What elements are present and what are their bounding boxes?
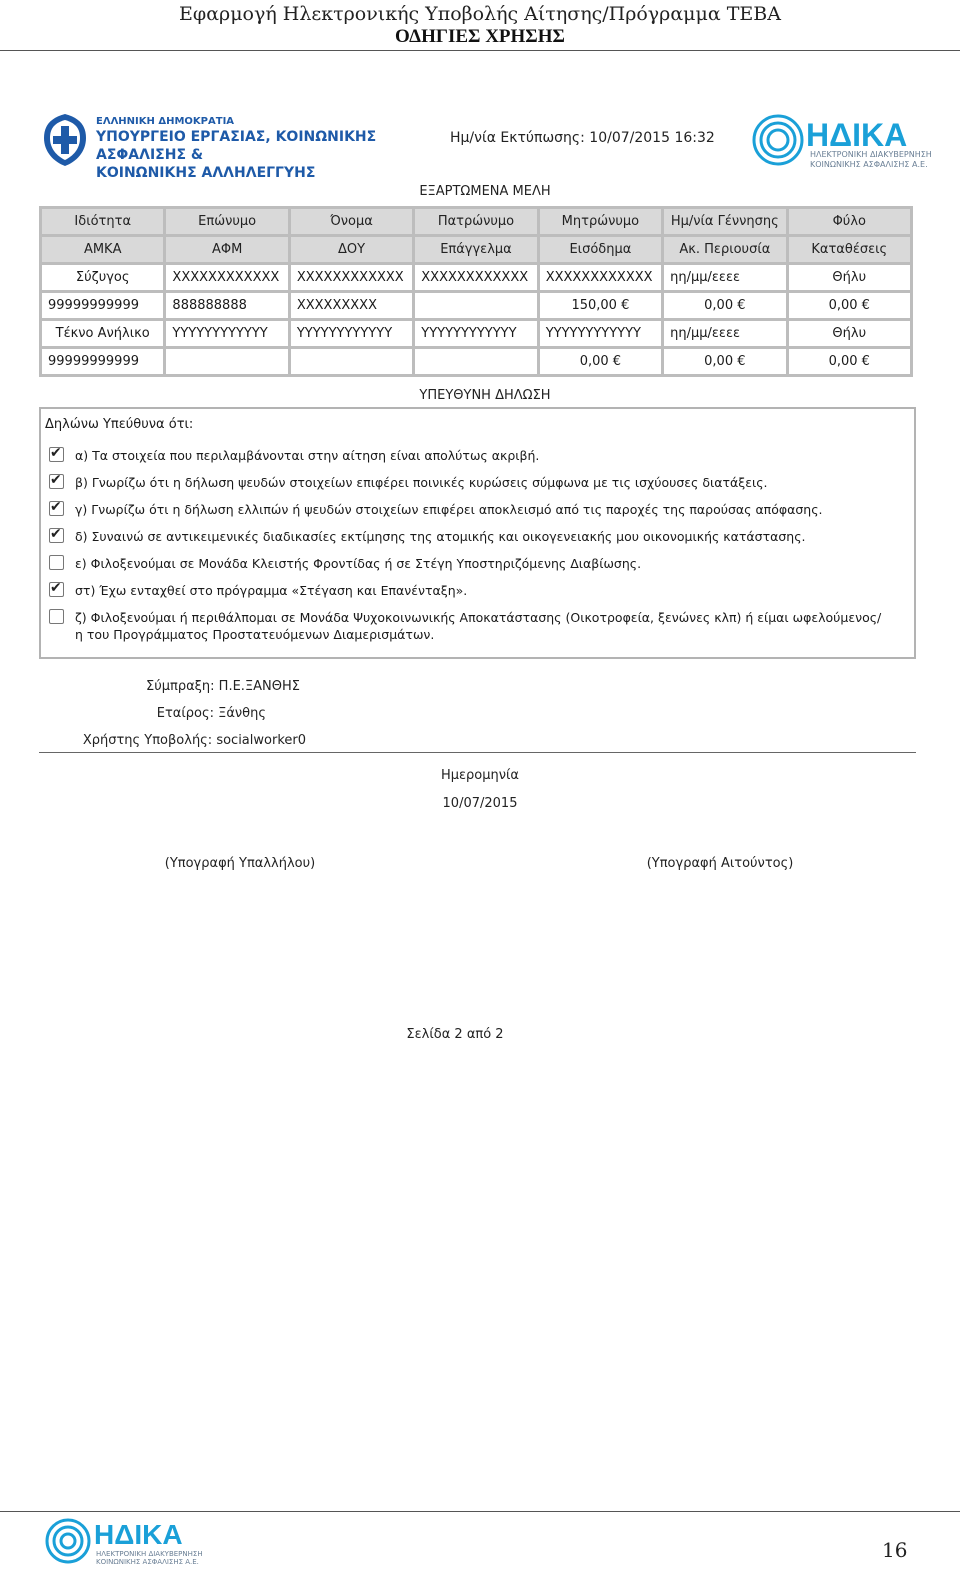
members-header-row-1 bbox=[42, 209, 910, 234]
idika-sub-line2: ΚΟΙΝΩΝΙΚΗΣ ΑΣΦΑΛΙΣΗΣ Α.Ε. bbox=[810, 160, 928, 169]
declaration-text: γ) Γνωρίζω ότι η δήλωση ελλιπών ή ψευδών στοιχείων επιφέρει αποκλεισμό από τις παροχές της παρούσας απόφασης. bbox=[75, 502, 823, 517]
table-cell: YYYYYYYYYYYY bbox=[291, 321, 412, 346]
header-divider bbox=[0, 50, 960, 51]
declaration-text: ζ) Φιλοξενούμαι ή περιθάλπομαι σε Μονάδα Ψυχοκοινωνικής Αποκατάστασης (Οικοτροφεία, ξενώνες κλπ) ή είμαι ωφελούμενος/η του Προγράμματος Προστατευόμενων Διαμερισμάτων. bbox=[75, 610, 882, 642]
table-row bbox=[42, 265, 910, 290]
page-info: Σελίδα 2 από 2 bbox=[406, 1027, 504, 1042]
document-subtitle: ΟΔΗΓΙΕΣ ΧΡΗΣΗΣ bbox=[395, 26, 565, 47]
checkbox-checked[interactable] bbox=[49, 447, 64, 462]
column-header: ΑΦΜ bbox=[166, 237, 287, 262]
column-header: ΑΜΚΑ bbox=[42, 237, 163, 262]
table-cell: 0,00 € bbox=[789, 293, 910, 318]
table-cell: Θήλυ bbox=[789, 265, 910, 290]
column-header: Επάγγελμα bbox=[415, 237, 536, 262]
idika-subtitle bbox=[810, 150, 932, 170]
declaration-text: δ) Συναινώ σε αντικειμενικές διαδικασίες εκτίμησης της ατομικής και οικογενειακής μου οικονομικής κατάστασης. bbox=[75, 529, 806, 544]
column-header: Ημ/νία Γέννησης bbox=[664, 209, 785, 234]
print-date: Ημ/νία Εκτύπωσης: 10/07/2015 16:32 bbox=[450, 130, 715, 146]
table-cell: YYYYYYYYYYYY bbox=[415, 321, 536, 346]
declaration-text: α) Τα στοιχεία που περιλαμβάνονται στην αίτηση είναι απολύτως ακριβή. bbox=[75, 448, 540, 463]
footer-divider bbox=[0, 1511, 960, 1512]
column-header: Πατρώνυμο bbox=[415, 209, 536, 234]
page-number: 16 bbox=[882, 1538, 908, 1562]
table-cell bbox=[291, 349, 412, 374]
table-cell: XXXXXXXXXXXX bbox=[166, 265, 287, 290]
footer-sub-line2: ΚΟΙΝΩΝΙΚΗΣ ΑΣΦΑΛΙΣΗΣ Α.Ε. bbox=[96, 1558, 199, 1566]
footer-logo-subtitle bbox=[96, 1550, 203, 1566]
ministry-line1: ΕΛΛΗΝΙΚΗ ΔΗΜΟΚΡΑΤΙΑ bbox=[96, 116, 235, 127]
table-cell: XXXXXXXXXXXX bbox=[291, 265, 412, 290]
table-row bbox=[42, 349, 910, 374]
printout-screenshot bbox=[30, 92, 940, 1072]
greek-emblem-icon bbox=[40, 112, 90, 168]
table-cell: YYYYYYYYYYYY bbox=[166, 321, 287, 346]
members-table bbox=[39, 206, 913, 377]
ministry-name bbox=[96, 116, 400, 182]
checkbox-unchecked[interactable] bbox=[49, 555, 64, 570]
idika-logo-text: ΗΔΙΚΑ bbox=[806, 117, 908, 153]
table-cell: Θήλυ bbox=[789, 321, 910, 346]
table-cell: 150,00 € bbox=[540, 293, 661, 318]
idika-sub-line1: ΗΛΕΚΤΡΟΝΙΚΗ ΔΙΑΚΥΒΕΡΝΗΣΗ bbox=[810, 150, 932, 159]
table-cell: YYYYYYYYYYYY bbox=[540, 321, 661, 346]
column-header: Εισόδημα bbox=[540, 237, 661, 262]
table-cell: ηη/μμ/εεεε bbox=[664, 265, 785, 290]
column-header: ΔΟΥ bbox=[291, 237, 412, 262]
table-row bbox=[42, 293, 910, 318]
ministry-line2: ΥΠΟΥΡΓΕΙΟ ΕΡΓΑΣΙΑΣ, ΚΟΙΝΩΝΙΚΗΣ ΑΣΦΑΛΙΣΗΣ & bbox=[96, 129, 377, 163]
footer-sub-line1: ΗΛΕΚΤΡΟΝΙΚΗ ΔΙΑΚΥΒΕΡΝΗΣΗ bbox=[96, 1550, 203, 1558]
checkbox-checked[interactable] bbox=[49, 582, 64, 597]
employee-signature: (Υπογραφή Υπαλλήλου) bbox=[164, 856, 316, 871]
declaration-box bbox=[39, 407, 916, 659]
column-header: Μητρώνυμο bbox=[540, 209, 661, 234]
table-cell: XXXXXXXXX bbox=[291, 293, 412, 318]
checkbox-unchecked[interactable] bbox=[49, 609, 64, 624]
table-cell: 0,00 € bbox=[664, 349, 785, 374]
table-cell bbox=[415, 293, 536, 318]
table-cell bbox=[166, 349, 287, 374]
partnership-label: Σύμπραξη: Π.Ε.ΞΑΝΘΗΣ bbox=[146, 679, 300, 694]
meta-divider bbox=[39, 752, 916, 753]
table-cell: 0,00 € bbox=[540, 349, 661, 374]
document-header bbox=[0, 0, 960, 48]
column-header: Ιδιότητα bbox=[42, 209, 163, 234]
column-header: Όνομα bbox=[291, 209, 412, 234]
table-cell: 0,00 € bbox=[789, 349, 910, 374]
column-header: Επώνυμο bbox=[166, 209, 287, 234]
checkbox-checked[interactable] bbox=[49, 501, 64, 516]
table-cell: Τέκνο Ανήλικο bbox=[42, 321, 163, 346]
footer-logo-text: ΗΔΙΚΑ bbox=[94, 1519, 183, 1550]
table-cell: ηη/μμ/εεεε bbox=[664, 321, 785, 346]
applicant-signature: (Υπογραφή Αιτούντος) bbox=[646, 856, 794, 871]
table-cell bbox=[415, 349, 536, 374]
table-cell: 888888888 bbox=[166, 293, 287, 318]
submitter-label: Χρήστης Υποβολής: socialworker0 bbox=[82, 733, 306, 748]
table-cell: Σύζυγος bbox=[42, 265, 163, 290]
date-value: 10/07/2015 bbox=[442, 796, 518, 811]
table-row bbox=[42, 321, 910, 346]
ministry-logo bbox=[40, 112, 400, 181]
table-cell: 0,00 € bbox=[664, 293, 785, 318]
ministry-line3: ΚΟΙΝΩΝΙΚΗΣ ΑΛΛΗΛΕΓΓΥΗΣ bbox=[96, 165, 316, 181]
date-label: Ημερομηνία bbox=[440, 768, 520, 783]
column-header: Καταθέσεις bbox=[789, 237, 910, 262]
checkbox-checked[interactable] bbox=[49, 528, 64, 543]
column-header: Ακ. Περιουσία bbox=[664, 237, 785, 262]
declaration-intro: Δηλώνω Υπεύθυνα ότι: bbox=[45, 417, 194, 432]
members-title: ΕΞΑΡΤΩΜΕΝΑ ΜΕΛΗ bbox=[419, 184, 551, 199]
declaration-text: στ) Έχω ενταχθεί στο πρόγραμμα «Στέγαση και Επανένταξη». bbox=[75, 583, 468, 598]
checkbox-checked[interactable] bbox=[49, 474, 64, 489]
table-cell: XXXXXXXXXXXX bbox=[415, 265, 536, 290]
members-header-row-2 bbox=[42, 237, 910, 262]
table-cell: 99999999999 bbox=[42, 349, 163, 374]
partner-label: Εταίρος: Ξάνθης bbox=[156, 706, 266, 721]
column-header: Φύλο bbox=[789, 209, 910, 234]
declaration-text: ε) Φιλοξενούμαι σε Μονάδα Κλειστής Φροντίδας ή σε Στέγη Υποστηριζόμενης Διαβίωσης. bbox=[75, 556, 642, 571]
declaration-text: β) Γνωρίζω ότι η δήλωση ψευδών στοιχείων επιφέρει ποινικές κυρώσεις σύμφωνα με τις ισχύουσες διατάξεις. bbox=[75, 475, 768, 490]
table-cell: XXXXXXXXXXXX bbox=[540, 265, 661, 290]
declaration-title: ΥΠΕΥΘΥΝΗ ΔΗΛΩΣΗ bbox=[419, 388, 551, 403]
document-title: Εφαρμογή Ηλεκτρονικής Υποβολής Αίτησης/Πρόγραμμα ΤΕΒΑ bbox=[179, 3, 781, 25]
table-cell: 99999999999 bbox=[42, 293, 163, 318]
